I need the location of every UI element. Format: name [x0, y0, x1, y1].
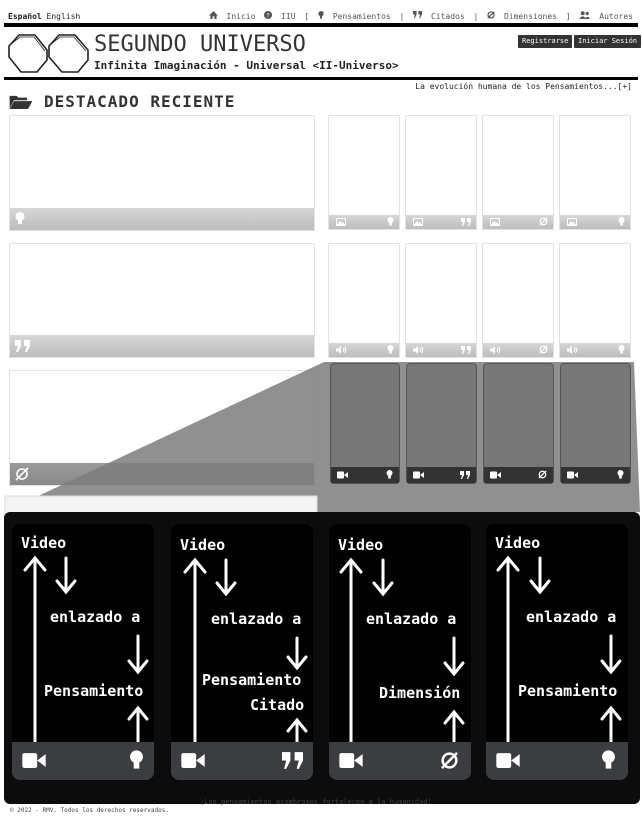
zoom-target-label: Pensamiento: [518, 682, 618, 700]
zoom-card-video-quote: [171, 524, 313, 780]
zoom-media-label: Video: [495, 534, 541, 552]
footer-copyright: © 2022 - RMV. Todos los derechos reservados.: [10, 807, 169, 814]
zoom-media-label: Video: [180, 536, 226, 554]
svg-text:?: ?: [266, 11, 270, 19]
zoom-card-footer: [486, 742, 628, 780]
zoom-target-label: Pensamiento: [44, 682, 144, 700]
lang-english[interactable]: English: [46, 12, 81, 21]
zoom-card-video-dimension: [329, 524, 471, 780]
lightbulb-icon: [617, 470, 624, 479]
zoom-linked-label: enlazado a: [366, 610, 457, 628]
card-video-quote[interactable]: [406, 363, 477, 484]
lightbulb-icon: [386, 470, 393, 479]
video-icon: [413, 471, 424, 479]
quote-icon: [460, 471, 470, 479]
login-button[interactable]: Iniciar Sesión: [574, 35, 641, 48]
card-footer: [331, 467, 399, 483]
zoom-card-footer: [329, 742, 471, 780]
card-footer: [407, 467, 476, 483]
video-icon: [339, 752, 363, 769]
lang-spanish[interactable]: Español: [8, 12, 42, 21]
video-icon: [496, 752, 520, 769]
nav-iiu[interactable]: ? IIU: [264, 11, 295, 21]
lightbulb-icon: [601, 750, 616, 770]
video-icon: [567, 471, 578, 479]
video-icon: [22, 752, 46, 769]
zoom-card-video-thought: [12, 524, 154, 780]
tagline-link[interactable]: La evolución humana de los Pensamientos...[+]: [415, 82, 632, 91]
nav-pensamientos[interactable]: Pensamientos: [318, 11, 391, 21]
zoom-linked-label: enlazado a: [211, 610, 302, 628]
nav-separator: |: [473, 12, 479, 21]
dimension-icon: [538, 470, 547, 479]
nav-separator: |: [399, 12, 405, 21]
card-video-dimension[interactable]: [483, 363, 554, 484]
zoom-target-label: Dimensión: [379, 684, 461, 702]
video-icon: [490, 471, 501, 479]
zoom-linked-label: enlazado a: [50, 608, 141, 626]
register-button[interactable]: Registrarse: [518, 35, 572, 48]
video-icon: [181, 752, 205, 769]
nav-bracket-close: ]: [565, 12, 571, 21]
zoom-card-footer: [171, 742, 313, 780]
card-footer: [561, 467, 630, 483]
nav-bracket-open: [: [304, 12, 310, 21]
nav-dimensiones[interactable]: Dimensiones: [487, 11, 557, 21]
site-subtitle: Infinita Imaginación - Universal <II-Universo>: [94, 59, 399, 72]
zoom-target-label-2: Citado: [250, 696, 305, 714]
card-footer: [484, 467, 553, 483]
zoom-target-label: Pensamiento: [202, 671, 302, 689]
quote-icon: [282, 752, 303, 769]
nav-autores[interactable]: Autores: [579, 11, 633, 21]
section-title: DESTACADO RECIENTE: [44, 92, 236, 111]
lightbulb-icon: [129, 750, 144, 770]
zoom-media-label: Video: [338, 536, 384, 554]
zoom-card-video-thought: [486, 524, 628, 780]
zoom-media-label: Video: [21, 534, 67, 552]
nav-inicio[interactable]: Inicio: [209, 11, 256, 21]
site-title[interactable]: SEGUNDO UNIVERSO: [94, 32, 306, 57]
video-icon: [337, 471, 348, 479]
zoom-card-footer: [12, 742, 154, 780]
card-video-thought[interactable]: [330, 363, 400, 484]
nav-citados[interactable]: Citados: [413, 11, 465, 21]
card-video-thought[interactable]: [560, 363, 631, 484]
footer-quote: ¡Los pensamientos asombrosos fortalecen a la humanidad!: [200, 798, 432, 806]
zoom-linked-label: enlazado a: [526, 608, 617, 626]
dimension-icon: [440, 751, 459, 770]
